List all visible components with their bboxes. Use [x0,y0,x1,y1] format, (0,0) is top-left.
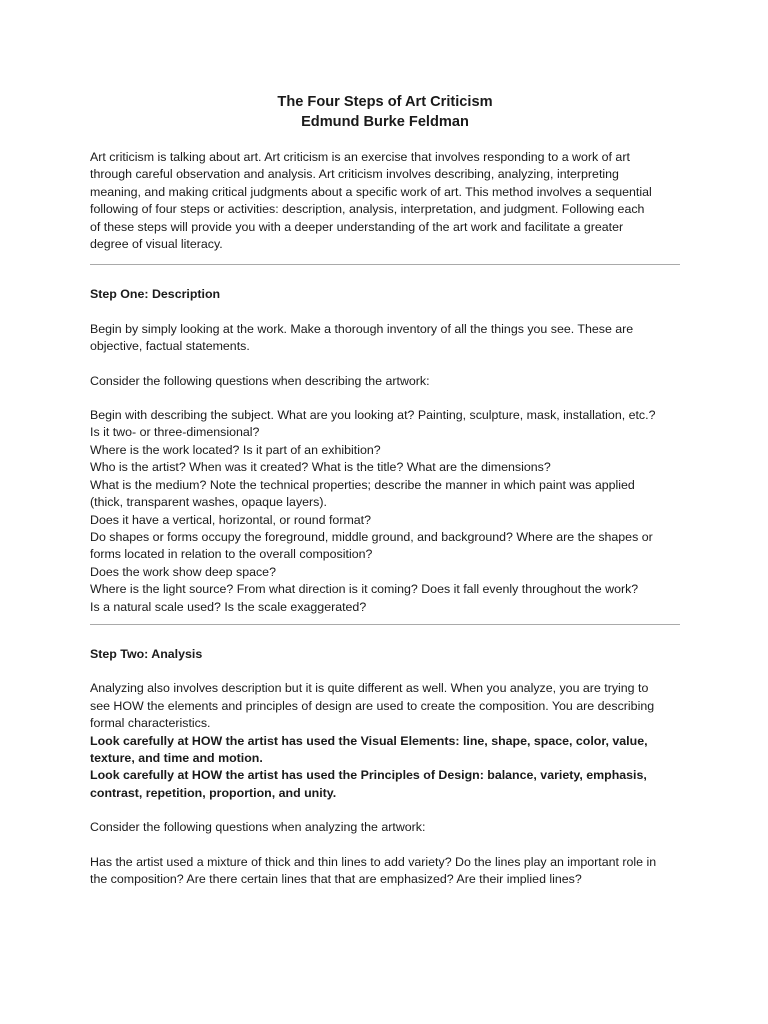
step-one-intro-line: objective, factual statements. [90,339,250,354]
question-line: What is the medium? Note the technical properties; describe the manner in which paint was applied [90,477,635,492]
step-one-questions [90,407,680,616]
step-two-heading: Step Two: Analysis [90,646,203,661]
spacer [90,253,680,264]
spacer [90,625,680,646]
intro-line: following of four steps or activities: description, analysis, interpretation, and judgment. Following each [90,202,645,217]
question-line: Does it have a vertical, horizontal, or round format? [90,512,371,527]
spacer [90,356,680,373]
question-line: Is a natural scale used? Is the scale exaggerated? [90,599,367,614]
step-two-bold-line: contrast, repetition, proportion, and unity. [90,785,337,800]
step-two-intro-line: Analyzing also involves description but it is quite different as well. When you analyze, you are trying to [90,681,649,696]
question-line: forms located in relation to the overall composition? [90,547,373,562]
step-two-bold-line: Look carefully at HOW the artist has used the Visual Elements: line, shape, space, color, value, [90,733,648,748]
intro-line: through careful observation and analysis. Art criticism involves describing, analyzing, interpreting [90,167,619,182]
step-one-heading: Step One: Description [90,287,221,302]
question-line: Is it two- or three-dimensional? [90,425,260,440]
spacer [90,265,680,286]
step-two-questions [90,854,680,889]
spacer [90,837,680,854]
question-line: Who is the artist? When was it created? What is the title? What are the dimensions? [90,460,551,475]
question-line: Where is the work located? Is it part of an exhibition? [90,442,381,457]
question-line: Where is the light source? From what direction is it coming? Does it fall evenly throughout the work? [90,582,639,597]
step-two-consider: Consider the following questions when analyzing the artwork: [90,820,426,835]
step-two-bold-line: Look carefully at HOW the artist has used the Principles of Design: balance, variety, emphasis, [90,768,647,783]
step-one-consider: Consider the following questions when describing the artwork: [90,373,430,388]
spacer [90,802,680,819]
question-line: (thick, transparent washes, opaque layers). [90,495,327,510]
intro-paragraph [90,149,680,253]
step-two-bold-line: texture, and time and motion. [90,750,263,765]
intro-line: Art criticism is talking about art. Art criticism is an exercise that involves responding to a work of art [90,150,630,164]
document-content [90,92,680,888]
spacer [90,132,680,149]
step-two-intro [90,680,680,802]
intro-line: degree of visual literacy. [90,237,223,252]
spacer [90,390,680,407]
question-line: Begin with describing the subject. What are you looking at? Painting, sculpture, mask, installation, etc.? [90,408,656,423]
step-two-intro-line: formal characteristics. [90,716,211,731]
question-line: Do shapes or forms occupy the foreground, middle ground, and background? Where are the shapes or [90,529,653,544]
document-author: Edmund Burke Feldman [301,114,469,130]
spacer [90,616,680,624]
document-title: The Four Steps of Art Criticism [277,94,493,110]
step-one-intro [90,321,680,356]
question-line: Does the work show deep space? [90,564,276,579]
spacer [90,304,680,321]
step-two-intro-line: see HOW the elements and principles of design are used to create the composition. You are describing [90,698,655,713]
intro-line: meaning, and making critical judgments about a specific work of art. This method involves a sequential [90,184,652,199]
spacer [90,663,680,680]
question-line: Has the artist used a mixture of thick and thin lines to add variety? Do the lines play an important role in [90,854,657,869]
intro-line: of these steps will provide you with a deeper understanding of the art work and facilitate a greater [90,219,624,234]
step-one-intro-line: Begin by simply looking at the work. Make a thorough inventory of all the things you see. These are [90,321,634,336]
question-line: the composition? Are there certain lines that that are emphasized? Are their implied lines? [90,872,582,886]
